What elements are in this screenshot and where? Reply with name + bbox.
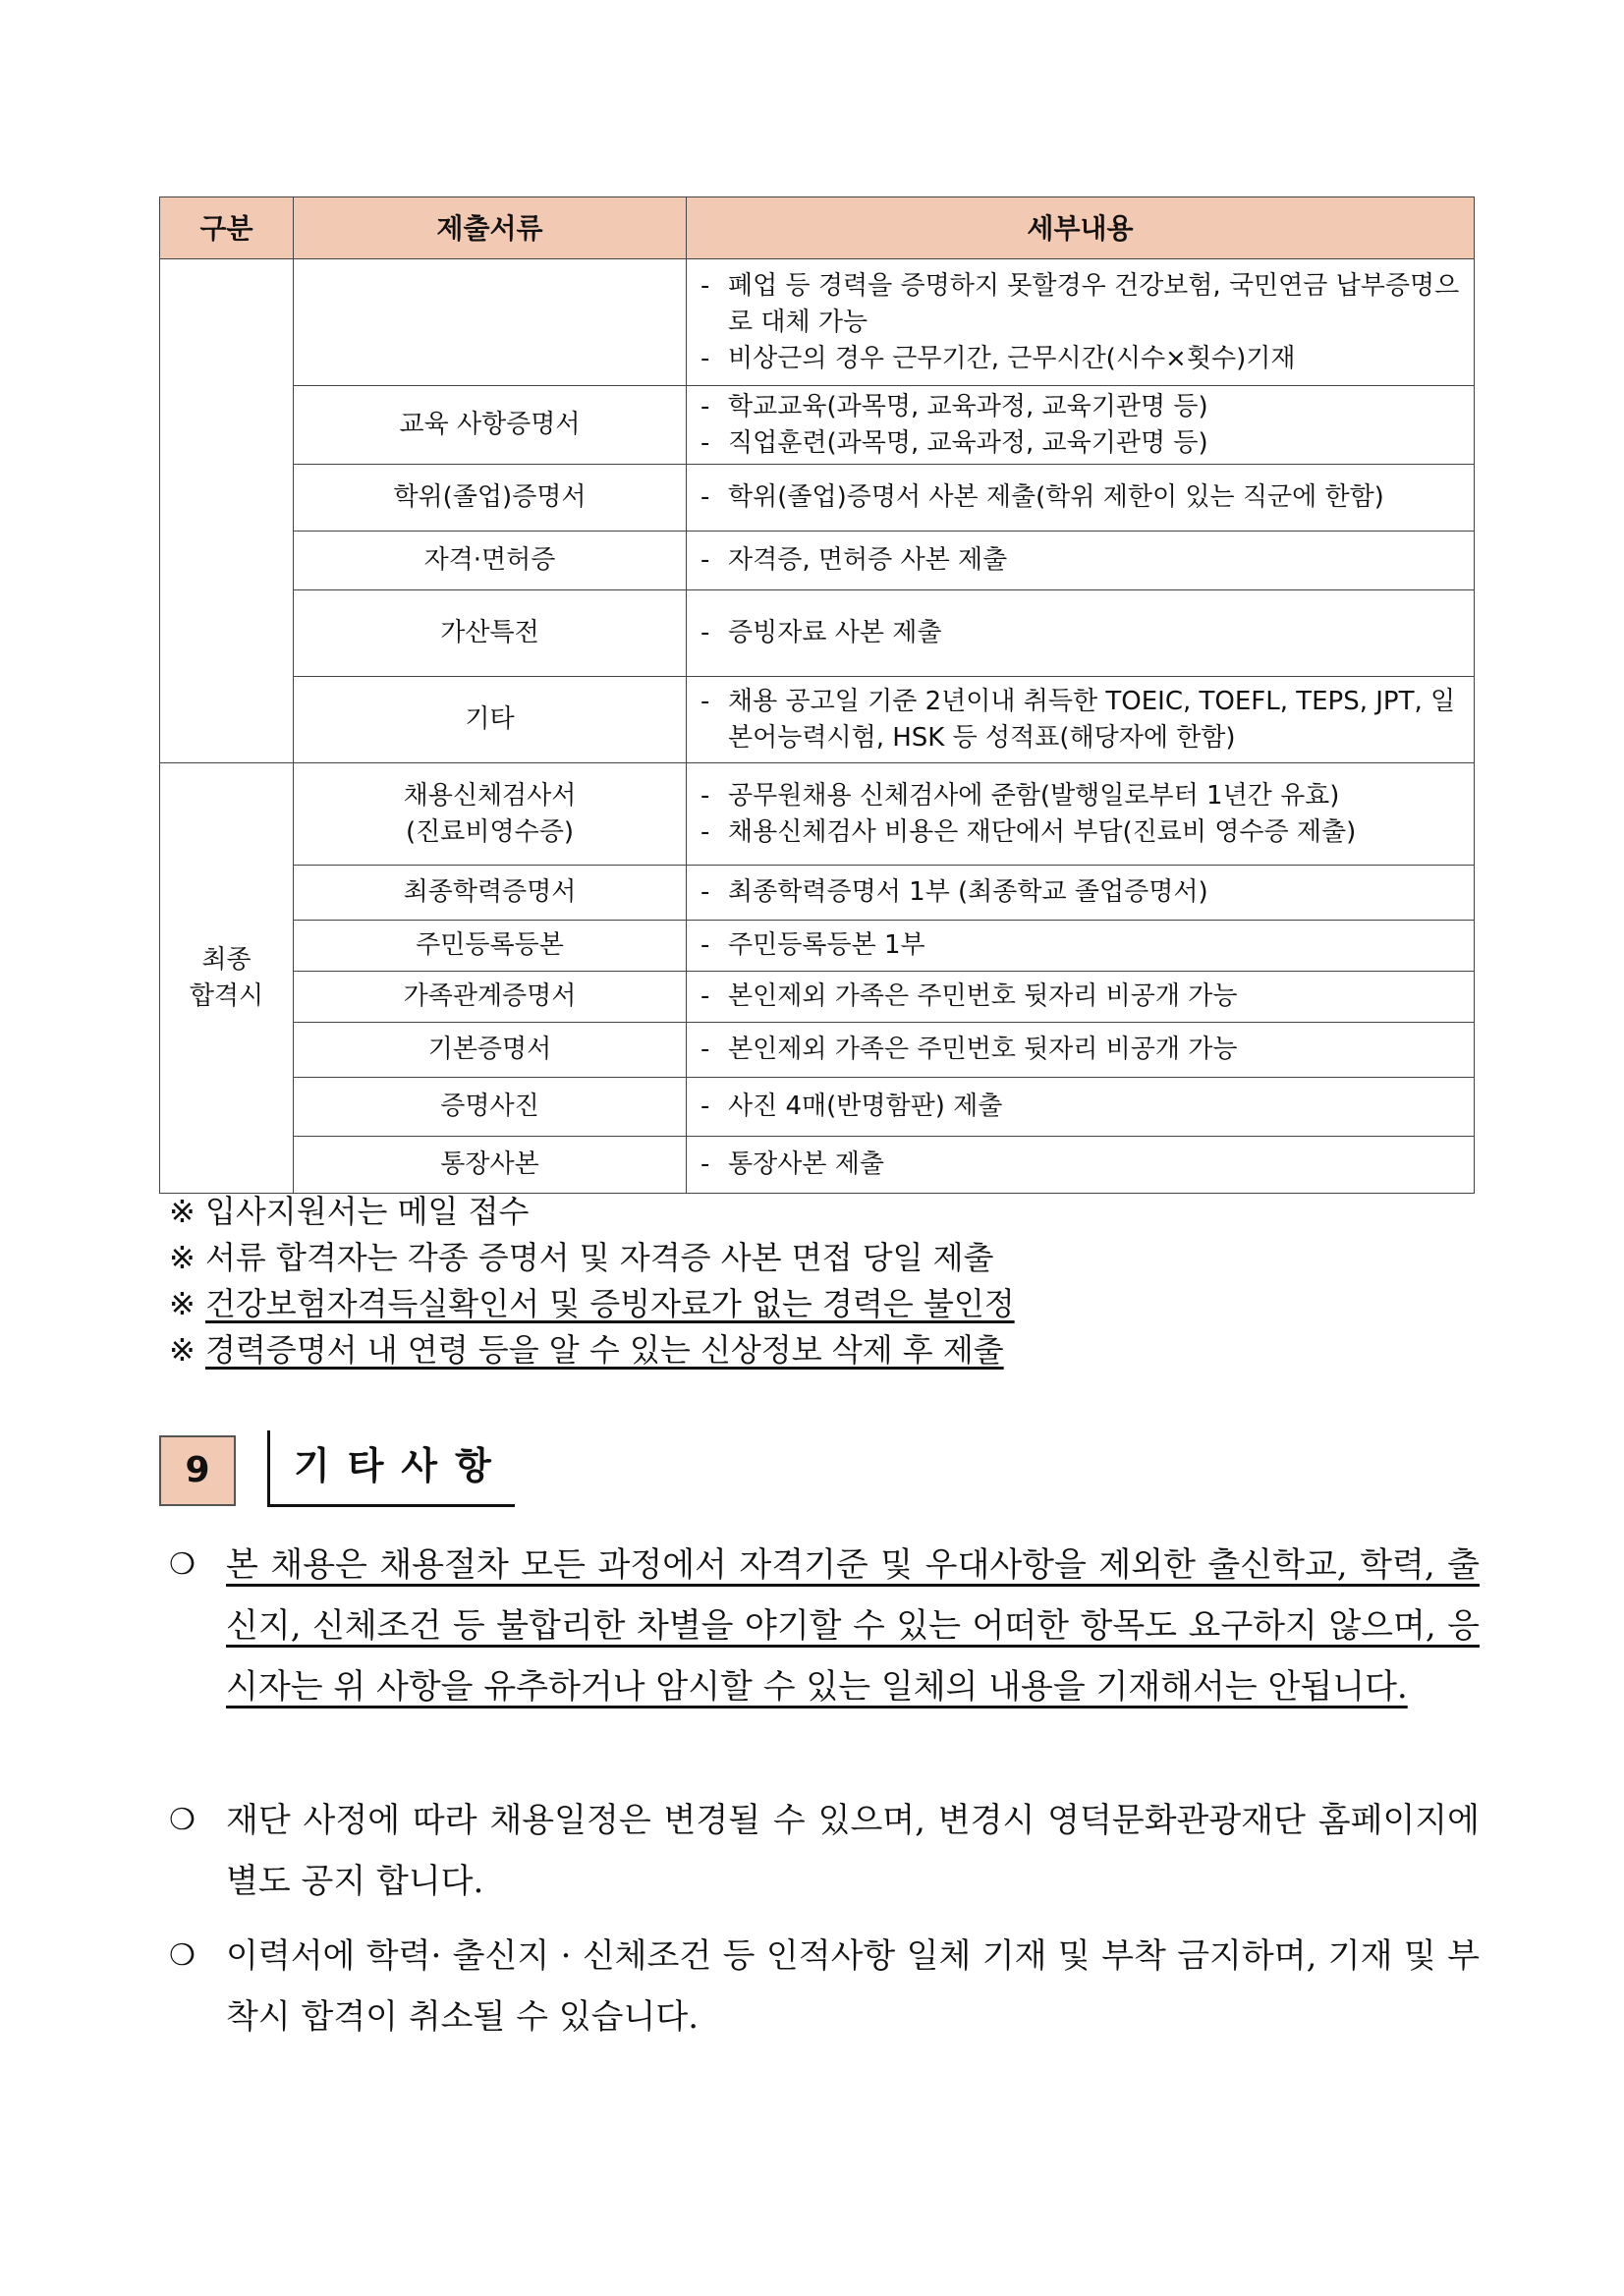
doc-cell: 학위(졸업)증명서 — [294, 465, 687, 532]
details-cell — [687, 1078, 1475, 1137]
detail-line: - 최종학력증명서 1부 (최종학교 졸업증명서) — [700, 877, 1208, 907]
detail-line: - 본인제외 가족은 주민번호 뒷자리 비공개 가능 — [700, 1035, 1238, 1064]
table-row — [160, 972, 1475, 1023]
details-cell — [687, 677, 1475, 763]
doc-cell: 채용신체검사서 (진료비영수증) — [294, 763, 687, 866]
detail-line: - 채용 공고일 기준 2년이내 취득한 TOEIC, TOEFL, TEPS, JPT, 일본어능력시험, HSK 등 성적표(해당자에 한함) — [700, 686, 1456, 753]
detail-line: - 학위(졸업)증명서 사본 제출(학위 제한이 있는 직군에 한함) — [700, 482, 1384, 512]
note-item — [169, 1189, 1015, 1235]
detail-line: - 본인제외 가족은 주민번호 뒷자리 비공개 가능 — [700, 981, 1238, 1011]
table-row — [160, 590, 1475, 677]
doc-cell: 기타 — [294, 677, 687, 763]
doc-cell: 기본증명서 — [294, 1023, 687, 1078]
details-cell — [687, 532, 1475, 590]
details-cell — [687, 1137, 1475, 1194]
detail-line: - 채용신체검사 비용은 재단에서 부담(진료비 영수증 제출) — [700, 816, 1357, 847]
note-text: 입사지원서는 메일 접수 — [204, 1193, 530, 1230]
doc-cell: 가족관계증명서 — [294, 972, 687, 1023]
table-row — [160, 677, 1475, 763]
detail-line: - 직업훈련(과목명, 교육과정, 교육기관명 등) — [700, 427, 1208, 458]
table-row — [160, 465, 1475, 532]
note-text: 경력증명서 내 연령 등을 알 수 있는 신상정보 삭제 후 제출 — [204, 1331, 1004, 1369]
note-text: 서류 합격자는 각종 증명서 및 자격증 사본 면접 당일 제출 — [204, 1239, 994, 1276]
doc-cell: 증명사진 — [294, 1078, 687, 1137]
details-cell — [687, 972, 1475, 1023]
bullet-item — [169, 1535, 1480, 1717]
detail-line: - 학교교육(과목명, 교육과정, 교육기관명 등) — [700, 391, 1208, 421]
table-row — [160, 259, 1475, 386]
header-details: 세부내용 — [687, 197, 1475, 259]
table-row — [160, 921, 1475, 972]
detail-line: - 통장사본 제출 — [700, 1149, 884, 1179]
details-cell — [687, 259, 1475, 386]
bullet-mark: ❍ — [169, 1938, 196, 1973]
documents-table — [159, 196, 1475, 1194]
note-item — [169, 1235, 1015, 1281]
details-cell — [687, 386, 1475, 465]
table-header-row — [160, 197, 1475, 259]
detail-line: - 자격증, 면허증 사본 제출 — [700, 545, 1008, 575]
detail-line: - 공무원채용 신체검사에 준함(발행일로부터 1년간 유효) — [700, 780, 1340, 811]
detail-line: - 비상근의 경우 근무기간, 근무시간(시수×횟수)기재 — [700, 343, 1296, 373]
category-cell-1 — [160, 259, 294, 763]
details-cell — [687, 866, 1475, 921]
table-row — [160, 1078, 1475, 1137]
header-category: 구분 — [160, 197, 294, 259]
notes-list — [169, 1189, 1015, 1373]
details-cell — [687, 1023, 1475, 1078]
note-text: 건강보험자격득실확인서 및 증빙자료가 없는 경력은 불인정 — [204, 1285, 1015, 1322]
bullet-text: 본 채용은 채용절차 모든 과정에서 자격기준 및 우대사항을 제외한 출신학교, 학력, 출신지, 신체조건 등 불합리한 차별을 야기할 수 있는 어떠한 항목도 요구하지 않으며, 응시자는 위 사항을 유추하거나 암시할 수 있는 일체의 내용을 기재해서는 안됩니다. — [226, 1545, 1480, 1707]
note-item — [169, 1281, 1015, 1327]
table-row — [160, 763, 1475, 866]
note-mark: ※ — [169, 1285, 196, 1322]
detail-line: - 사진 4매(반명함판) 제출 — [700, 1092, 1003, 1121]
doc-cell: 주민등록등본 — [294, 921, 687, 972]
table-row — [160, 1137, 1475, 1194]
table-row — [160, 386, 1475, 465]
table-row — [160, 1023, 1475, 1078]
details-cell — [687, 921, 1475, 972]
details-cell — [687, 465, 1475, 532]
note-mark: ※ — [169, 1331, 196, 1369]
bullet-item — [169, 1926, 1480, 2047]
doc-cell: 교육 사항증명서 — [294, 386, 687, 465]
detail-line: - 주민등록등본 1부 — [700, 930, 925, 960]
doc-cell: 최종학력증명서 — [294, 866, 687, 921]
header-documents: 제출서류 — [294, 197, 687, 259]
category-final-pass: 최종 합격시 — [160, 763, 294, 1194]
note-mark: ※ — [169, 1239, 196, 1276]
doc-cell: 통장사본 — [294, 1137, 687, 1194]
detail-line: - 폐업 등 경력을 증명하지 못할경우 건강보험, 국민연금 납부증명으로 대체 가능 — [700, 270, 1460, 337]
doc-cell: 자격·면허증 — [294, 532, 687, 590]
bullet-text: 재단 사정에 따라 채용일정은 변경될 수 있으며, 변경시 영덕문화관광재단 홈페이지에 별도 공지 합니다. — [226, 1801, 1480, 1901]
detail-line: - 증빙자료 사본 제출 — [700, 618, 942, 647]
details-cell — [687, 763, 1475, 866]
bullet-mark: ❍ — [169, 1803, 196, 1837]
doc-cell — [294, 259, 687, 386]
bullet-item — [169, 1790, 1480, 1912]
bullet-mark: ❍ — [169, 1547, 196, 1582]
note-mark: ※ — [169, 1193, 196, 1230]
section-number: 9 — [159, 1435, 236, 1506]
table-row — [160, 866, 1475, 921]
section-title: 기타사항 — [267, 1430, 515, 1507]
doc-cell: 가산특전 — [294, 590, 687, 677]
details-cell — [687, 590, 1475, 677]
bullet-text: 이력서에 학력· 출신지 · 신체조건 등 인적사항 일체 기재 및 부착 금지하며, 기재 및 부착시 합격이 취소될 수 있습니다. — [226, 1936, 1480, 2037]
table-row — [160, 532, 1475, 590]
note-item — [169, 1327, 1015, 1373]
